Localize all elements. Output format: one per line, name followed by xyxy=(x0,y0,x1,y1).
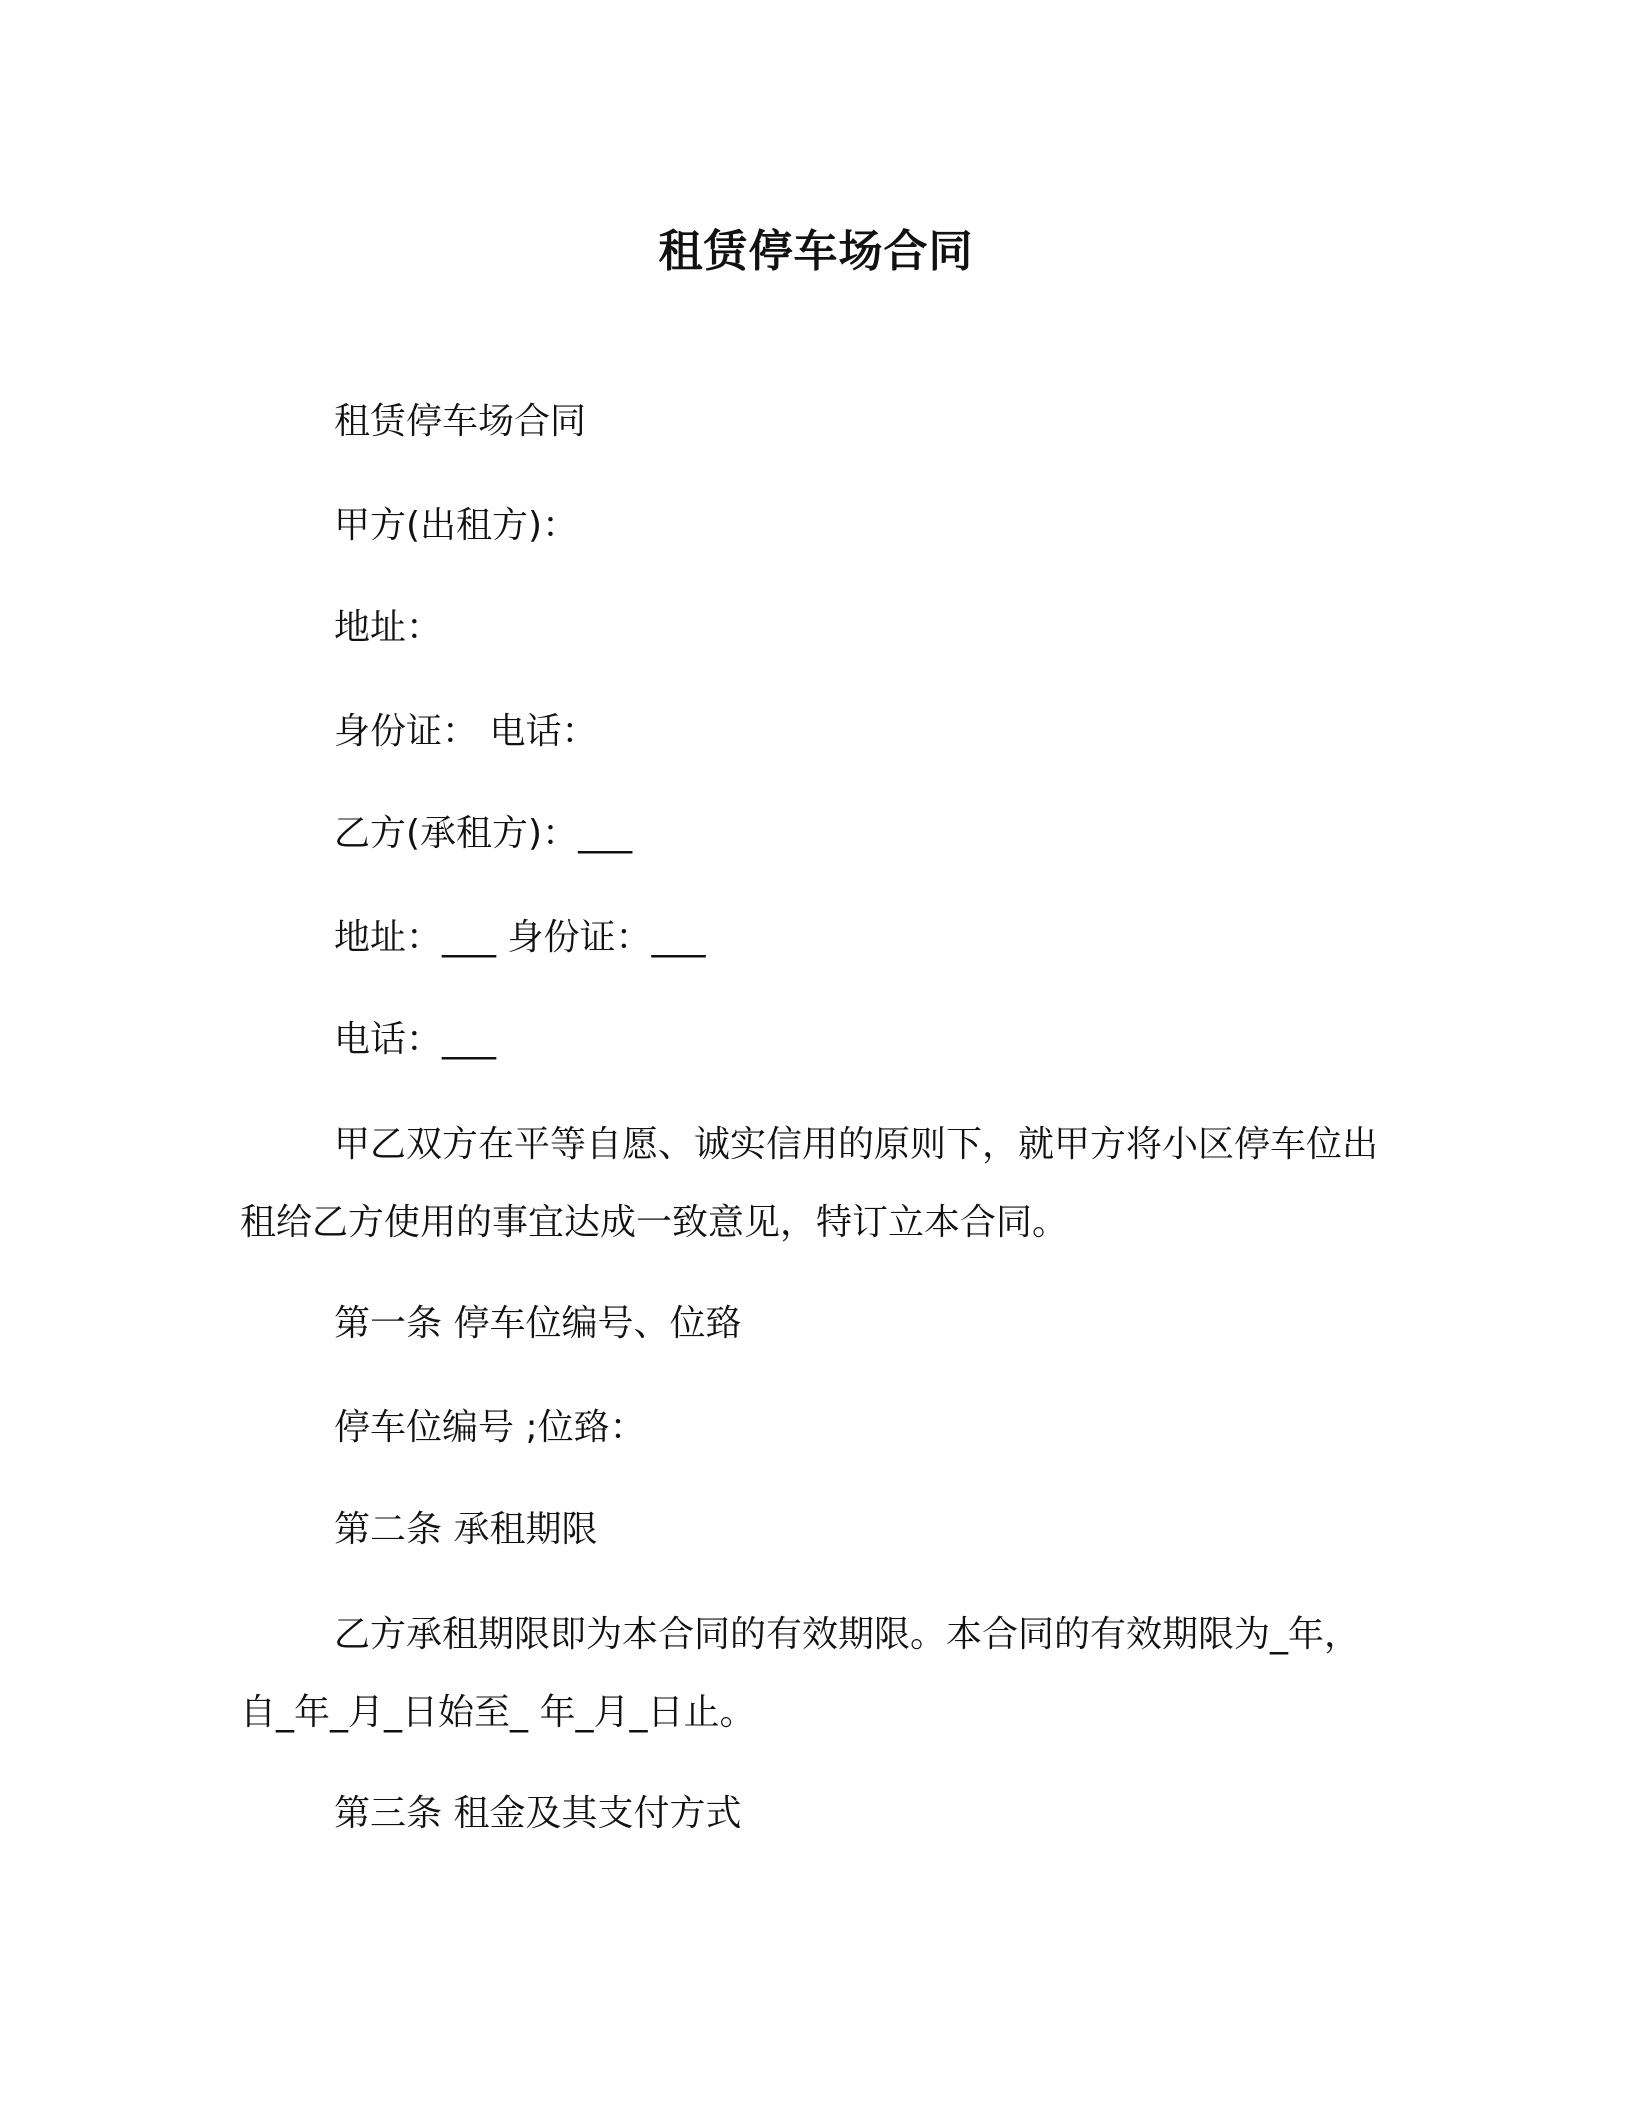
party-b-phone: 电话：___ xyxy=(334,1019,497,1060)
article-1-body: 停车位编号 ;位臵： xyxy=(334,1407,646,1448)
article-3-heading: 第三条 租金及其支付方式 xyxy=(334,1793,742,1834)
party-a-id-phone: 身份证： 电话： xyxy=(334,711,598,752)
contract-subtitle: 租赁停车场合同 xyxy=(334,401,587,442)
intro-paragraph: 甲乙双方在平等自愿、诚实信用的原则下，就甲方将小区停车位出租给乙方使用的事宜达成一致意见，特订立本合同。 xyxy=(240,1124,1379,1243)
party-b-label: 乙方(承租方)：___ xyxy=(334,813,633,854)
article-1-heading: 第一条 停车位编号、位臵 xyxy=(334,1303,742,1344)
article-2-heading: 第二条 承租期限 xyxy=(334,1509,598,1550)
party-b-address-id: 地址：___ 身份证：___ xyxy=(334,917,706,958)
party-a-label: 甲方(出租方)： xyxy=(334,505,579,546)
party-a-address: 地址： xyxy=(334,607,443,648)
term-paragraph: 乙方承租期限即为本合同的有效期限。本合同的有效期限为_年，自_年_月_日始至_ 年_月_日止。 xyxy=(240,1614,1361,1733)
document-title: 租赁停车场合同 xyxy=(658,226,974,277)
